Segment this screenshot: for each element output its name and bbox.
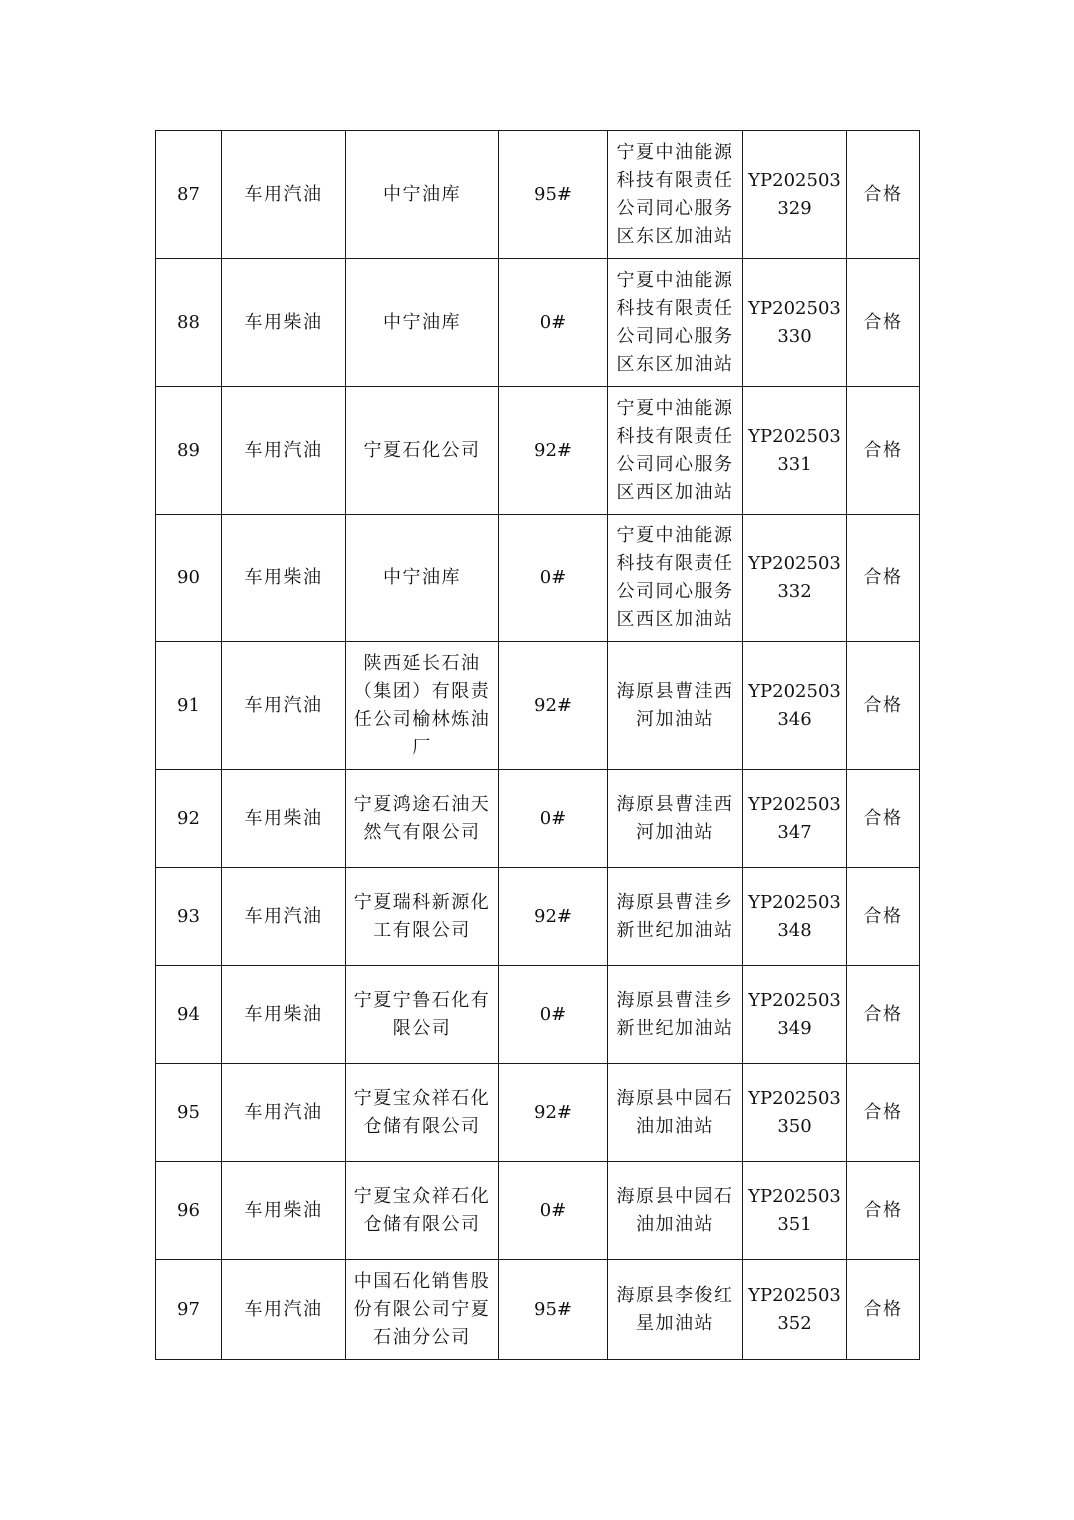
row-number-cell: 95 [156,1064,222,1162]
product-category-cell: 车用柴油 [222,770,346,868]
product-category-cell: 车用汽油 [222,868,346,966]
gas-station-cell: 海原县李俊红星加油站 [608,1260,743,1360]
gas-station-cell: 宁夏中油能源科技有限责任公司同心服务区东区加油站 [608,259,743,387]
sample-id-cell: YP202503332 [743,515,847,642]
gas-station-cell: 海原县曹洼乡新世纪加油站 [608,966,743,1064]
inspection-results-table [155,130,920,1360]
result-cell: 合格 [847,642,920,770]
gas-station-cell: 宁夏中油能源科技有限责任公司同心服务区西区加油站 [608,387,743,515]
gas-station-cell: 海原县曹洼乡新世纪加油站 [608,868,743,966]
result-cell: 合格 [847,1260,920,1360]
sample-id-cell: YP202503330 [743,259,847,387]
table-row [156,1260,920,1360]
gas-station-cell: 海原县曹洼西河加油站 [608,770,743,868]
result-cell: 合格 [847,868,920,966]
oil-source-cell: 宁夏宝众祥石化仓储有限公司 [346,1064,499,1162]
oil-source-cell: 陕西延长石油（集团）有限责任公司榆林炼油厂 [346,642,499,770]
fuel-grade-cell: 0# [499,966,608,1064]
fuel-grade-cell: 95# [499,131,608,259]
row-number-cell: 93 [156,868,222,966]
gas-station-cell: 海原县曹洼西河加油站 [608,642,743,770]
gas-station-cell: 宁夏中油能源科技有限责任公司同心服务区西区加油站 [608,515,743,642]
product-category-cell: 车用柴油 [222,259,346,387]
result-cell: 合格 [847,966,920,1064]
fuel-grade-cell: 0# [499,770,608,868]
table-row [156,966,920,1064]
row-number-cell: 90 [156,515,222,642]
product-category-cell: 车用汽油 [222,1260,346,1360]
row-number-cell: 89 [156,387,222,515]
result-cell: 合格 [847,515,920,642]
table-row [156,387,920,515]
fuel-grade-cell: 95# [499,1260,608,1360]
row-number-cell: 94 [156,966,222,1064]
product-category-cell: 车用汽油 [222,387,346,515]
fuel-grade-cell: 92# [499,1064,608,1162]
row-number-cell: 91 [156,642,222,770]
oil-source-cell: 中宁油库 [346,131,499,259]
oil-source-cell: 宁夏瑞科新源化工有限公司 [346,868,499,966]
result-cell: 合格 [847,1064,920,1162]
fuel-grade-cell: 92# [499,642,608,770]
product-category-cell: 车用柴油 [222,515,346,642]
table-row [156,131,920,259]
oil-source-cell: 中宁油库 [346,259,499,387]
result-cell: 合格 [847,1162,920,1260]
sample-id-cell: YP202503329 [743,131,847,259]
result-cell: 合格 [847,131,920,259]
sample-id-cell: YP202503348 [743,868,847,966]
row-number-cell: 96 [156,1162,222,1260]
product-category-cell: 车用汽油 [222,1064,346,1162]
result-cell: 合格 [847,387,920,515]
table-row [156,642,920,770]
oil-source-cell: 宁夏宝众祥石化仓储有限公司 [346,1162,499,1260]
sample-id-cell: YP202503347 [743,770,847,868]
oil-source-cell: 中国石化销售股份有限公司宁夏石油分公司 [346,1260,499,1360]
oil-source-cell: 宁夏宁鲁石化有限公司 [346,966,499,1064]
sample-id-cell: YP202503331 [743,387,847,515]
fuel-grade-cell: 0# [499,1162,608,1260]
sample-id-cell: YP202503346 [743,642,847,770]
product-category-cell: 车用柴油 [222,966,346,1064]
product-category-cell: 车用柴油 [222,1162,346,1260]
gas-station-cell: 海原县中园石油加油站 [608,1064,743,1162]
table-row [156,868,920,966]
sample-id-cell: YP202503350 [743,1064,847,1162]
table-row [156,770,920,868]
sample-id-cell: YP202503349 [743,966,847,1064]
table-row [156,515,920,642]
fuel-grade-cell: 0# [499,259,608,387]
result-cell: 合格 [847,770,920,868]
gas-station-cell: 海原县中园石油加油站 [608,1162,743,1260]
oil-source-cell: 中宁油库 [346,515,499,642]
fuel-grade-cell: 92# [499,387,608,515]
row-number-cell: 87 [156,131,222,259]
fuel-grade-cell: 92# [499,868,608,966]
table-row [156,1064,920,1162]
row-number-cell: 88 [156,259,222,387]
sample-id-cell: YP202503352 [743,1260,847,1360]
sample-id-cell: YP202503351 [743,1162,847,1260]
product-category-cell: 车用汽油 [222,642,346,770]
oil-source-cell: 宁夏石化公司 [346,387,499,515]
result-cell: 合格 [847,259,920,387]
gas-station-cell: 宁夏中油能源科技有限责任公司同心服务区东区加油站 [608,131,743,259]
row-number-cell: 92 [156,770,222,868]
product-category-cell: 车用汽油 [222,131,346,259]
table-row [156,1162,920,1260]
oil-source-cell: 宁夏鸿途石油天然气有限公司 [346,770,499,868]
row-number-cell: 97 [156,1260,222,1360]
table-row [156,259,920,387]
fuel-grade-cell: 0# [499,515,608,642]
